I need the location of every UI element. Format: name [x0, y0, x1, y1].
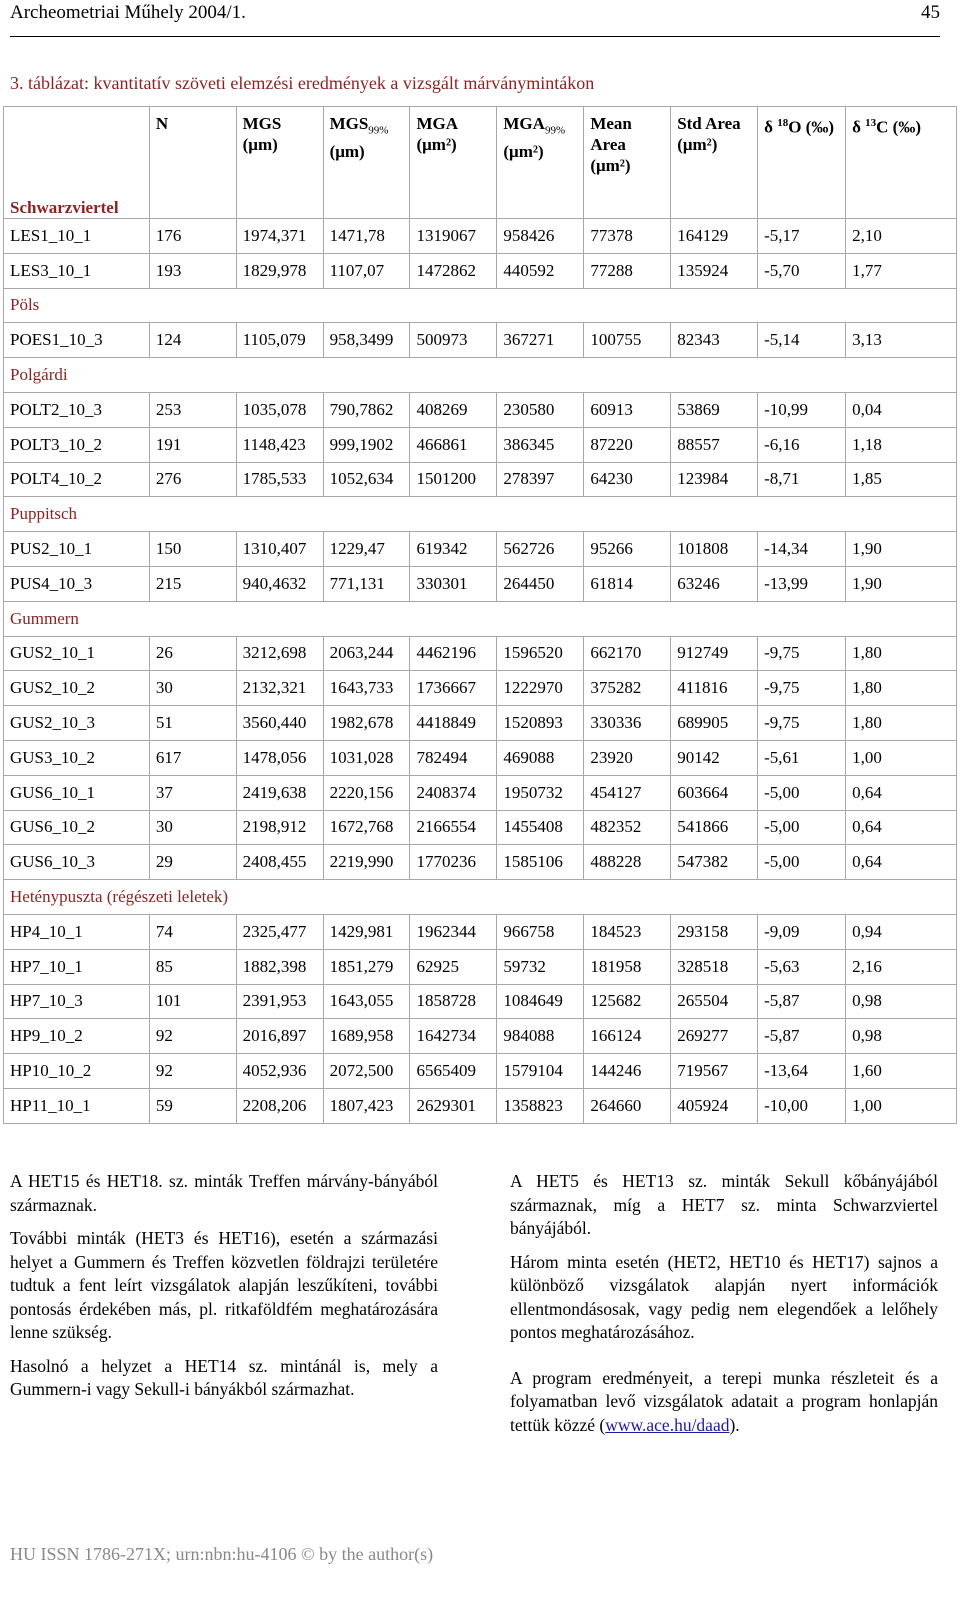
value-cell: 689905	[671, 706, 758, 741]
value-cell: 1148,423	[236, 427, 323, 462]
value-cell: 264450	[497, 566, 584, 601]
group-label: Heténypuszta (régészeti leletek)	[4, 880, 957, 915]
sample-id-cell: GUS6_10_3	[4, 845, 150, 880]
sample-id-cell: POES1_10_3	[4, 323, 150, 358]
table-row	[4, 984, 957, 1019]
value-cell: 30	[149, 671, 236, 706]
table-row	[4, 671, 957, 706]
header-mga99: $MGA_{99\%}$ (μm²)	[497, 107, 584, 219]
value-cell: 1,00	[846, 740, 957, 775]
value-cell: 1319067	[410, 219, 497, 254]
value-cell: 181958	[584, 949, 671, 984]
value-cell: 1974,371	[236, 219, 323, 254]
table-row	[4, 706, 957, 741]
value-cell: 2325,477	[236, 914, 323, 949]
value-cell: 100755	[584, 323, 671, 358]
value-cell: 92	[149, 1054, 236, 1089]
value-cell: 1472862	[410, 253, 497, 288]
value-cell: 1770236	[410, 845, 497, 880]
value-cell: 2016,897	[236, 1019, 323, 1054]
sample-id-cell: LES1_10_1	[4, 219, 150, 254]
value-cell: 1982,678	[323, 706, 410, 741]
value-cell: 405924	[671, 1088, 758, 1123]
value-cell: 2408,455	[236, 845, 323, 880]
sample-id-cell: HP9_10_2	[4, 1019, 150, 1054]
value-cell: 123984	[671, 462, 758, 497]
value-cell: 166124	[584, 1019, 671, 1054]
value-cell: 1,85	[846, 462, 957, 497]
left-text-column	[10, 1170, 438, 1412]
value-cell: 0,04	[846, 392, 957, 427]
value-cell: 1672,768	[323, 810, 410, 845]
sample-id-cell: HP7_10_1	[4, 949, 150, 984]
value-cell: 215	[149, 566, 236, 601]
sample-id-cell: HP7_10_3	[4, 984, 150, 1019]
page-footer: HU ISSN 1786-271X; urn:nbn:hu-4106 © by the author(s)	[10, 1544, 434, 1564]
header-d13c: δ $^{13}$C (‰)	[846, 107, 957, 219]
value-cell: 1107,07	[323, 253, 410, 288]
header-mean-area: Mean Area (μm²)	[584, 107, 671, 219]
value-cell: 125682	[584, 984, 671, 1019]
value-cell: 3212,698	[236, 636, 323, 671]
journal-title: Archeometriai Műhely 2004/1.	[10, 2, 246, 23]
value-cell: -5,70	[758, 253, 846, 288]
value-cell: 330301	[410, 566, 497, 601]
value-cell: 2208,206	[236, 1088, 323, 1123]
table-row	[4, 427, 957, 462]
value-cell: 278397	[497, 462, 584, 497]
value-cell: 1310,407	[236, 532, 323, 567]
value-cell: 1807,423	[323, 1088, 410, 1123]
value-cell: 2219,990	[323, 845, 410, 880]
paragraph: A HET5 és HET13 sz. minták Sekull kőbányájából származnak, míg a HET7 sz. minta Schwarzviertel bányájából.	[510, 1171, 938, 1238]
value-cell: 2198,912	[236, 810, 323, 845]
value-cell: 330336	[584, 706, 671, 741]
value-cell: 1642734	[410, 1019, 497, 1054]
value-cell: 1,60	[846, 1054, 957, 1089]
value-cell: 1084649	[497, 984, 584, 1019]
header-corner: Schwarzviertel	[4, 107, 150, 219]
value-cell: 0,98	[846, 1019, 957, 1054]
value-cell: 1829,978	[236, 253, 323, 288]
table-row	[4, 740, 957, 775]
value-cell: 191	[149, 427, 236, 462]
value-cell: 782494	[410, 740, 497, 775]
sample-id-cell: POLT2_10_3	[4, 392, 150, 427]
value-cell: 1,80	[846, 671, 957, 706]
value-cell: 617	[149, 740, 236, 775]
paragraph: Három minta esetén (HET2, HET10 és HET17) sajnos a különböző vizsgálatok alapján nyert információk ellentmondásosak, vagy pedig nem elegendőek a lelőhely pontos meghatározásához.	[510, 1251, 938, 1342]
results-table	[3, 106, 957, 1124]
value-cell: 2419,638	[236, 775, 323, 810]
right-text-column	[510, 1170, 938, 1447]
group-label: Gummern	[4, 601, 957, 636]
value-cell: 1,90	[846, 532, 957, 567]
sample-id-cell: GUS2_10_2	[4, 671, 150, 706]
value-cell: 1,00	[846, 1088, 957, 1123]
paragraph: Hasolnó a helyzet a HET14 sz. mintánál is, mely a Gummern-i vagy Sekull-i bányákból származhat.	[10, 1355, 438, 1399]
value-cell: 541866	[671, 810, 758, 845]
table-header-row	[4, 107, 957, 219]
value-cell: 367271	[497, 323, 584, 358]
value-cell: 1455408	[497, 810, 584, 845]
value-cell: 2132,321	[236, 671, 323, 706]
value-cell: 482352	[584, 810, 671, 845]
value-cell: -5,61	[758, 740, 846, 775]
value-cell: -6,16	[758, 427, 846, 462]
value-cell: -13,64	[758, 1054, 846, 1089]
value-cell: -9,75	[758, 706, 846, 741]
value-cell: 253	[149, 392, 236, 427]
value-cell: 1031,028	[323, 740, 410, 775]
value-cell: 1052,634	[323, 462, 410, 497]
value-cell: 984088	[497, 1019, 584, 1054]
value-cell: 101	[149, 984, 236, 1019]
value-cell: 0,64	[846, 810, 957, 845]
value-cell: 2063,244	[323, 636, 410, 671]
value-cell: 1,80	[846, 706, 957, 741]
table-row	[4, 253, 957, 288]
sample-id-cell: GUS3_10_2	[4, 740, 150, 775]
value-cell: 1,80	[846, 636, 957, 671]
value-cell: 1851,279	[323, 949, 410, 984]
value-cell: 1689,958	[323, 1019, 410, 1054]
value-cell: 1520893	[497, 706, 584, 741]
value-cell: 0,94	[846, 914, 957, 949]
group-label: Puppitsch	[4, 497, 957, 532]
value-cell: 77288	[584, 253, 671, 288]
value-cell: 77378	[584, 219, 671, 254]
value-cell: 1105,079	[236, 323, 323, 358]
sample-id-cell: HP4_10_1	[4, 914, 150, 949]
value-cell: 135924	[671, 253, 758, 288]
value-cell: 1358823	[497, 1088, 584, 1123]
table-row	[4, 949, 957, 984]
value-cell: 92	[149, 1019, 236, 1054]
value-cell: 488228	[584, 845, 671, 880]
value-cell: 1035,078	[236, 392, 323, 427]
sample-id-cell: POLT4_10_2	[4, 462, 150, 497]
value-cell: 771,131	[323, 566, 410, 601]
paragraph: További minták (HET3 és HET16), esetén a származási helyet a Gummern és Treffen közvetlen földrajzi területére tudtuk a fent leírt vizsgálatok alapján leszűkíteni, további pontosás érdekében más, pl. ritkaföldfém meghatározására lenne szükség.	[10, 1228, 438, 1342]
value-cell: 101808	[671, 532, 758, 567]
value-cell: 2408374	[410, 775, 497, 810]
value-cell: 500973	[410, 323, 497, 358]
value-cell: 1785,533	[236, 462, 323, 497]
value-cell: 88557	[671, 427, 758, 462]
table-row	[4, 914, 957, 949]
table-row	[4, 1088, 957, 1123]
value-cell: 0,98	[846, 984, 957, 1019]
table-row	[4, 392, 957, 427]
value-cell: 2072,500	[323, 1054, 410, 1089]
value-cell: 1471,78	[323, 219, 410, 254]
value-cell: 466861	[410, 427, 497, 462]
value-cell: 1962344	[410, 914, 497, 949]
table-caption: 3. táblázat: kvantitatív szöveti elemzési eredmények a vizsgált márványmintákon	[10, 73, 595, 93]
value-cell: 454127	[584, 775, 671, 810]
value-cell: 265504	[671, 984, 758, 1019]
value-cell: 51	[149, 706, 236, 741]
table-row	[4, 462, 957, 497]
paragraph: A HET15 és HET18. sz. minták Treffen márvány-bányából származnak.	[10, 1171, 438, 1215]
value-cell: -5,87	[758, 984, 846, 1019]
header-mgs: MGS (μm)	[236, 107, 323, 219]
value-cell: 59732	[497, 949, 584, 984]
value-cell: 3560,440	[236, 706, 323, 741]
table-body	[4, 219, 957, 1124]
sample-id-cell: POLT3_10_2	[4, 427, 150, 462]
value-cell: 82343	[671, 323, 758, 358]
value-cell: 74	[149, 914, 236, 949]
sample-id-cell: GUS2_10_3	[4, 706, 150, 741]
value-cell: 1,90	[846, 566, 957, 601]
value-cell: -5,87	[758, 1019, 846, 1054]
value-cell: 375282	[584, 671, 671, 706]
value-cell: 64230	[584, 462, 671, 497]
value-cell: 2,16	[846, 949, 957, 984]
table-row	[4, 532, 957, 567]
value-cell: 6565409	[410, 1054, 497, 1089]
value-cell: -9,75	[758, 636, 846, 671]
header-mgs99: $MGS_{99\%}$ (μm)	[323, 107, 410, 219]
value-cell: -5,00	[758, 810, 846, 845]
sample-id-cell: LES3_10_1	[4, 253, 150, 288]
value-cell: 2629301	[410, 1088, 497, 1123]
paragraph-with-link: A program eredményeit, a terepi munka részleteit és a folyamatban levő vizsgálatok adatait a program honlapján tettük közzé (www.ace.hu/daad).	[510, 1367, 938, 1435]
value-cell: 184523	[584, 914, 671, 949]
table-row	[4, 810, 957, 845]
value-cell: 386345	[497, 427, 584, 462]
value-cell: 662170	[584, 636, 671, 671]
value-cell: 176	[149, 219, 236, 254]
value-cell: 1950732	[497, 775, 584, 810]
value-cell: 26	[149, 636, 236, 671]
value-cell: 87220	[584, 427, 671, 462]
value-cell: 1643,733	[323, 671, 410, 706]
value-cell: -5,00	[758, 775, 846, 810]
value-cell: 1736667	[410, 671, 497, 706]
sample-id-cell: PUS2_10_1	[4, 532, 150, 567]
value-cell: 1858728	[410, 984, 497, 1019]
value-cell: 2220,156	[323, 775, 410, 810]
value-cell: 2,10	[846, 219, 957, 254]
header-d18o: δ $^{18}$O (‰)	[758, 107, 846, 219]
header-std-area: Std Area (μm²)	[671, 107, 758, 219]
value-cell: 1,18	[846, 427, 957, 462]
value-cell: 1,77	[846, 253, 957, 288]
value-cell: -5,17	[758, 219, 846, 254]
value-cell: 562726	[497, 532, 584, 567]
page-number: 45	[921, 2, 940, 23]
value-cell: 1585106	[497, 845, 584, 880]
value-cell: -9,75	[758, 671, 846, 706]
group-row	[4, 601, 957, 636]
sample-id-cell: GUS6_10_1	[4, 775, 150, 810]
value-cell: 124	[149, 323, 236, 358]
value-cell: 619342	[410, 532, 497, 567]
value-cell: 719567	[671, 1054, 758, 1089]
value-cell: 328518	[671, 949, 758, 984]
group-label: Polgárdi	[4, 358, 957, 393]
value-cell: 790,7862	[323, 392, 410, 427]
value-cell: 940,4632	[236, 566, 323, 601]
value-cell: -10,00	[758, 1088, 846, 1123]
value-cell: 1596520	[497, 636, 584, 671]
value-cell: 264660	[584, 1088, 671, 1123]
value-cell: -5,00	[758, 845, 846, 880]
value-cell: 408269	[410, 392, 497, 427]
website-link[interactable]: www.ace.hu/daad	[605, 1414, 730, 1435]
value-cell: 269277	[671, 1019, 758, 1054]
value-cell: 966758	[497, 914, 584, 949]
table-row	[4, 845, 957, 880]
sample-id-cell: HP10_10_2	[4, 1054, 150, 1089]
value-cell: 0,64	[846, 845, 957, 880]
sample-id-cell: GUS2_10_1	[4, 636, 150, 671]
value-cell: -5,14	[758, 323, 846, 358]
sample-id-cell: HP11_10_1	[4, 1088, 150, 1123]
value-cell: 1501200	[410, 462, 497, 497]
group-row	[4, 288, 957, 323]
value-cell: 193	[149, 253, 236, 288]
value-cell: 912749	[671, 636, 758, 671]
header-mga: MGA (μm²)	[410, 107, 497, 219]
value-cell: 1882,398	[236, 949, 323, 984]
value-cell: 1478,056	[236, 740, 323, 775]
value-cell: 2391,953	[236, 984, 323, 1019]
value-cell: 85	[149, 949, 236, 984]
value-cell: 2166554	[410, 810, 497, 845]
value-cell: 999,1902	[323, 427, 410, 462]
page-header	[10, 0, 940, 37]
value-cell: 90142	[671, 740, 758, 775]
table-row	[4, 1054, 957, 1089]
value-cell: 144246	[584, 1054, 671, 1089]
sample-id-cell: GUS6_10_2	[4, 810, 150, 845]
value-cell: -13,99	[758, 566, 846, 601]
value-cell: 0,64	[846, 775, 957, 810]
value-cell: 547382	[671, 845, 758, 880]
value-cell: 4462196	[410, 636, 497, 671]
sample-id-cell: PUS4_10_3	[4, 566, 150, 601]
value-cell: 95266	[584, 532, 671, 567]
table-row	[4, 219, 957, 254]
value-cell: -9,09	[758, 914, 846, 949]
group-row	[4, 497, 957, 532]
value-cell: 37	[149, 775, 236, 810]
value-cell: -5,63	[758, 949, 846, 984]
value-cell: 53869	[671, 392, 758, 427]
value-cell: 4052,936	[236, 1054, 323, 1089]
table-row	[4, 1019, 957, 1054]
value-cell: 230580	[497, 392, 584, 427]
header-n: N	[149, 107, 236, 219]
value-cell: 23920	[584, 740, 671, 775]
table-row	[4, 775, 957, 810]
value-cell: 150	[149, 532, 236, 567]
table-row	[4, 566, 957, 601]
value-cell: 603664	[671, 775, 758, 810]
value-cell: 29	[149, 845, 236, 880]
value-cell: 1643,055	[323, 984, 410, 1019]
value-cell: -8,71	[758, 462, 846, 497]
value-cell: 958,3499	[323, 323, 410, 358]
value-cell: -10,99	[758, 392, 846, 427]
value-cell: 30	[149, 810, 236, 845]
value-cell: 1429,981	[323, 914, 410, 949]
value-cell: 440592	[497, 253, 584, 288]
value-cell: 1229,47	[323, 532, 410, 567]
table-row	[4, 636, 957, 671]
value-cell: 63246	[671, 566, 758, 601]
value-cell: 164129	[671, 219, 758, 254]
value-cell: 1222970	[497, 671, 584, 706]
value-cell: 62925	[410, 949, 497, 984]
value-cell: -14,34	[758, 532, 846, 567]
value-cell: 3,13	[846, 323, 957, 358]
value-cell: 61814	[584, 566, 671, 601]
value-cell: 59	[149, 1088, 236, 1123]
value-cell: 469088	[497, 740, 584, 775]
table-row	[4, 323, 957, 358]
group-row	[4, 358, 957, 393]
value-cell: 60913	[584, 392, 671, 427]
group-row	[4, 880, 957, 915]
value-cell: 958426	[497, 219, 584, 254]
value-cell: 4418849	[410, 706, 497, 741]
group-label: Pöls	[4, 288, 957, 323]
value-cell: 293158	[671, 914, 758, 949]
value-cell: 1579104	[497, 1054, 584, 1089]
value-cell: 276	[149, 462, 236, 497]
value-cell: 411816	[671, 671, 758, 706]
